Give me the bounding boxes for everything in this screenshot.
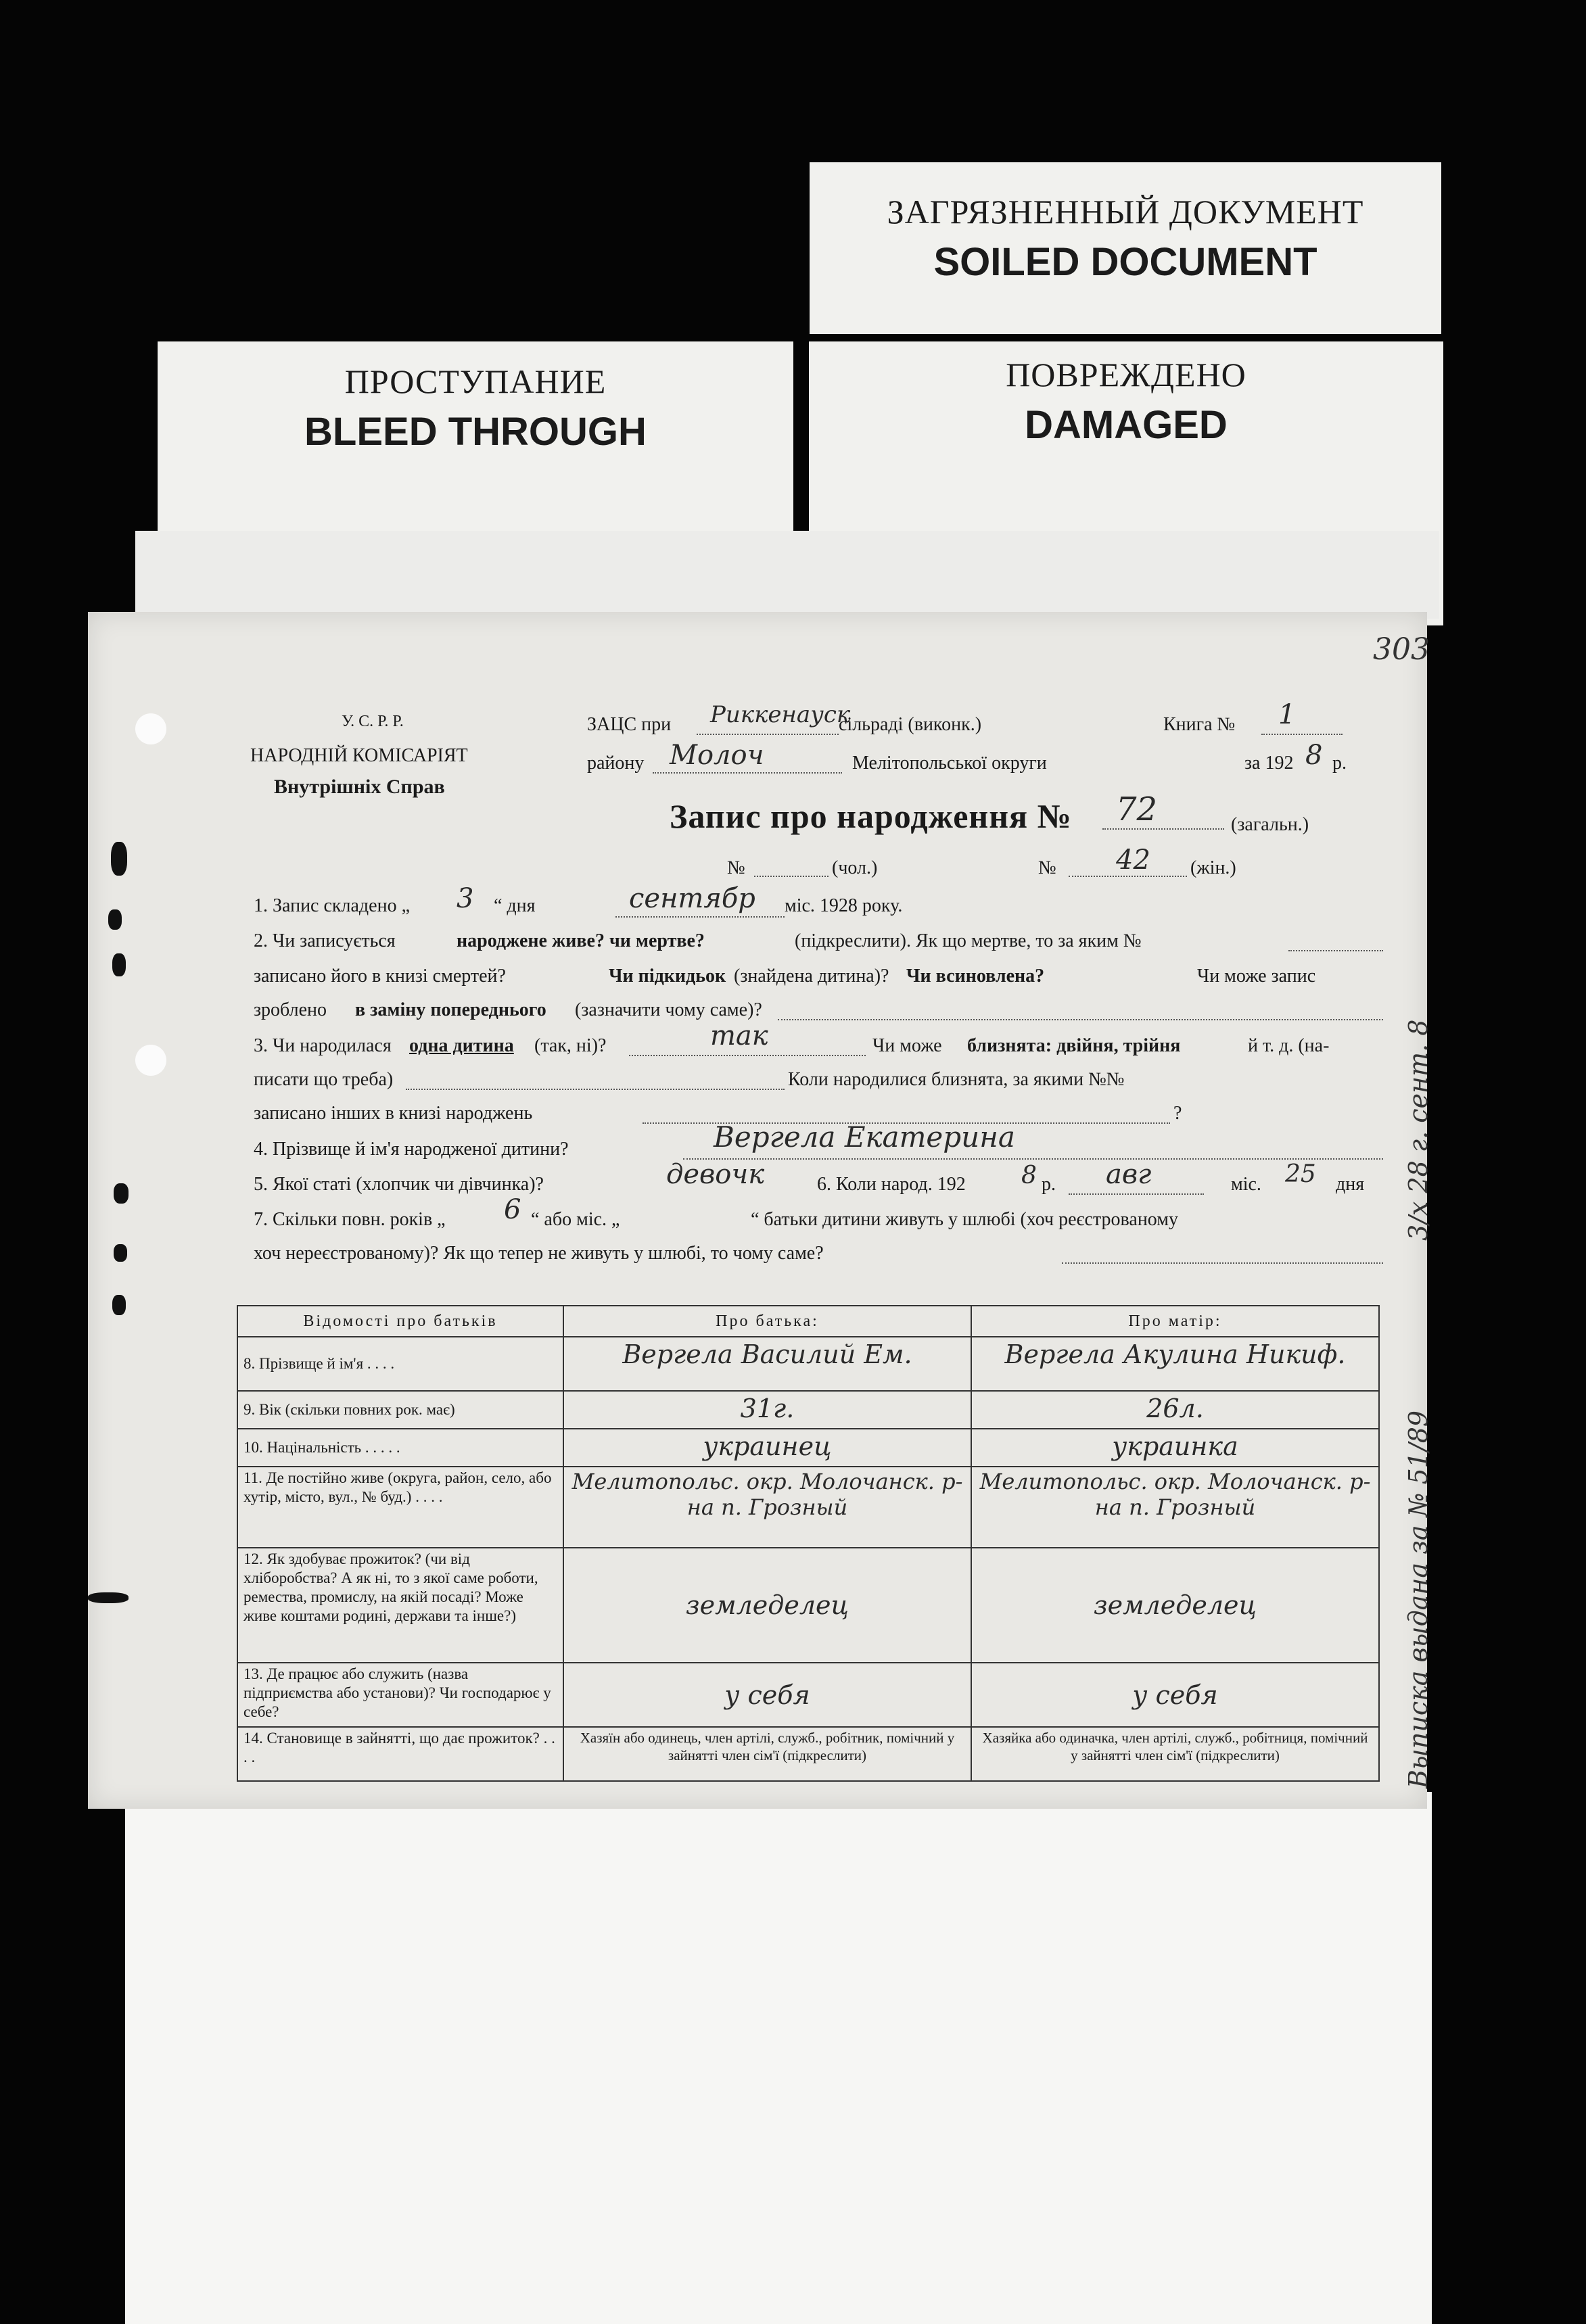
l3-text-d: Чи може — [872, 1035, 942, 1056]
father-age-cell — [563, 1391, 971, 1429]
parents-table — [237, 1305, 1380, 1782]
father-workplace-cell — [563, 1663, 971, 1727]
l2-text-b: народжене живе? чи мертве? — [457, 930, 705, 951]
ink-mark — [114, 1183, 129, 1204]
l5-text-e: дня — [1336, 1174, 1365, 1195]
father-age: 31г. — [740, 1394, 795, 1423]
l2-text-j: в заміну попереднього — [355, 999, 546, 1020]
l3-text-h: Коли народилися близнята, за якими №№ — [788, 1069, 1125, 1090]
damaged-label-en: DAMAGED — [1025, 403, 1228, 447]
col-header-father: Про батька: — [563, 1306, 971, 1337]
l3-text-c: (так, ні)? — [534, 1035, 607, 1056]
l3-text-f: й т. д. (на- — [1248, 1035, 1330, 1056]
l7-text-c: “ батьки дитини живуть у шлюбі (хоч реєстрованому — [751, 1209, 1178, 1230]
table-row — [237, 1663, 1379, 1727]
birth-day-hw: 25 — [1285, 1160, 1316, 1188]
l3-text-g: писати що треба) — [254, 1069, 394, 1090]
mother-nationality-cell — [971, 1429, 1379, 1467]
l1-text-c: міс. 1928 року. — [785, 895, 903, 916]
sex-hw: девочк — [666, 1159, 765, 1190]
l2-text-g: Чи всиновлена? — [906, 966, 1045, 987]
mother-workplace: у себя — [1132, 1680, 1218, 1710]
father-workplace: у себя — [724, 1680, 810, 1710]
margin-note-extract: Выписка выдана за № 51/89 — [1403, 1410, 1433, 1788]
punch-hole — [135, 713, 166, 744]
father-occupation-cell — [563, 1548, 971, 1663]
l3-text-b: одна дитина — [409, 1035, 514, 1056]
l2-text-e: Чи підкидьок — [609, 966, 726, 987]
mother-workplace-cell — [971, 1663, 1379, 1727]
l5-text-a: 5. Якої статі (хлопчик чи дівчинка)? — [254, 1174, 544, 1195]
table-row — [237, 1391, 1379, 1429]
table-row — [237, 1337, 1379, 1391]
l2-text-h: Чи може запис — [1197, 966, 1316, 987]
zags-village-hw: Риккенауск — [710, 701, 851, 728]
father-name: Вергела Василий Ем. — [622, 1339, 912, 1369]
row-label: 10. Націнальність . . . . . — [237, 1429, 563, 1467]
mother-age: 26л. — [1146, 1394, 1204, 1423]
table-row — [237, 1548, 1379, 1663]
l3-text-e: близнята: двійня, трійня — [967, 1035, 1181, 1056]
blank-paper-strip — [135, 531, 1439, 619]
year-digit-hw: 8 — [1305, 740, 1323, 771]
zags-suffix: сільраді (виконк.) — [839, 714, 982, 735]
birth-year-digit-hw: 8 — [1021, 1162, 1037, 1189]
father-residence: Мелитопольс. окр. Молочанск. р-на п. Грозный — [572, 1469, 963, 1520]
mother-occupation-cell — [971, 1548, 1379, 1663]
col-header-mother: Про матір: — [971, 1306, 1379, 1337]
total-label: (загальн.) — [1231, 814, 1309, 835]
l7-text-b: “ або міс. „ — [531, 1209, 620, 1230]
male-no-label: № — [727, 857, 745, 878]
header-internal-affairs: Внутрішніх Справ — [274, 776, 445, 798]
soiled-label-en: SOILED DOCUMENT — [933, 240, 1317, 284]
female-number-hw: 42 — [1116, 845, 1150, 876]
punch-hole — [135, 1045, 166, 1076]
table-row — [237, 1429, 1379, 1467]
l1-text-a: 1. Запис складено „ — [254, 895, 410, 916]
l7-text-d: хоч нереєстрованому)? Як що тепер не живуть у шлюбі, то чому саме? — [254, 1243, 824, 1264]
female-no-label: № — [1038, 857, 1056, 878]
l4-text-a: 4. Прізвище й ім'я народженої дитини? — [254, 1139, 569, 1160]
row-label: 14. Становище в зайнятті, що дає прожиток? . . . . — [237, 1727, 563, 1781]
l3-text-i: записано інших в книзі народжень — [254, 1103, 533, 1124]
married-years-hw: 6 — [504, 1194, 521, 1225]
mother-occupation: земледелец — [1093, 1590, 1257, 1620]
birth-month-hw: авг — [1106, 1159, 1152, 1190]
l2-text-d: записано його в книзі смертей? — [254, 966, 506, 987]
row-label: 13. Де працює або служить (назва підприємства або установи)? Чи господарює у себе? — [237, 1663, 563, 1727]
record-number-hw: 72 — [1116, 790, 1158, 828]
l7-text-a: 7. Скільки повн. років „ — [254, 1209, 446, 1230]
header-ussr: У. С. Р. Р. — [342, 713, 404, 730]
book-number-hw: 1 — [1278, 699, 1296, 730]
ink-mark — [114, 1244, 127, 1262]
l1-day-hw: 3 — [457, 883, 474, 914]
l5-text-d: міс. — [1231, 1174, 1261, 1195]
child-name-hw: Вергела Екатерина — [714, 1120, 1015, 1154]
ink-mark — [108, 909, 122, 930]
year-suffix: р. — [1332, 753, 1347, 774]
bleed-label-ru: ПРОСТУПАНИЕ — [344, 362, 607, 400]
l2-text-i: зроблено — [254, 999, 327, 1020]
row-label: 11. Де постійно живе (округа, район, село, або хутір, місто, вул., № буд.) . . . . — [237, 1467, 563, 1548]
mother-residence: Мелитопольс. окр. Молочанск. р-на п. Грозный — [979, 1469, 1371, 1520]
l2-text-f: (знайдена дитина)? — [734, 966, 889, 987]
header-commissariat: НАРОДНІЙ КОМІСАРІЯТ — [250, 745, 468, 766]
father-status-cell: Хазяїн або одинець, член артілі, служб., робітник, помічний у зайнятті член сім'ї (підкреслити) — [563, 1727, 971, 1781]
page-number: 303 — [1373, 632, 1430, 667]
l5-text-b: 6. Коли народ. 192 — [817, 1174, 966, 1195]
ink-mark — [112, 953, 126, 976]
margin-note-date: 3/х 28 г. сент. 8 — [1403, 1019, 1433, 1241]
father-nationality: украинец — [703, 1431, 832, 1461]
soiled-document-slip — [810, 162, 1441, 334]
father-nationality-cell — [563, 1429, 971, 1467]
father-residence-cell — [563, 1467, 971, 1548]
l1-month-hw: сентябр — [629, 883, 755, 914]
female-suffix: (жін.) — [1190, 857, 1236, 878]
row-label: 8. Прізвище й ім'я . . . . — [237, 1337, 563, 1391]
mother-residence-cell — [971, 1467, 1379, 1548]
district-suffix: Мелітопольської округи — [852, 753, 1047, 774]
record-title: Запис про народження № — [670, 797, 1072, 835]
birth-record-form — [88, 612, 1433, 1809]
lower-blank-sheet — [125, 1792, 1432, 2324]
zags-prefix: ЗАЦС при — [587, 714, 672, 735]
mother-status-cell: Хазяйка або одиначка, член артілі, служб., робітниця, помічний у зайнятті член сім'ї (підкреслити) — [971, 1727, 1379, 1781]
l2-text-a: 2. Чи записується — [254, 930, 396, 951]
father-occupation: земледелец — [685, 1590, 849, 1620]
book-label: Книга № — [1163, 714, 1236, 735]
damaged-label-ru: ПОВРЕЖДЕНО — [1006, 356, 1246, 394]
year-label: за 192 — [1244, 753, 1294, 774]
l5-text-c: р. — [1042, 1174, 1056, 1195]
ink-mark — [112, 1295, 126, 1315]
father-name-cell — [563, 1337, 971, 1391]
table-row — [237, 1727, 1379, 1781]
l1-text-b: “ дня — [494, 895, 536, 916]
ink-mark — [88, 1592, 129, 1603]
table-row — [237, 1467, 1379, 1548]
bleed-label-en: BLEED THROUGH — [304, 410, 647, 454]
row-label: 12. Як здобуває прожиток? (чи від хліборобства? А як ні, то з якої саме роботи, ремества, промислу, на якій посаді? Може живе коштами родині, держави та інше?) — [237, 1548, 563, 1663]
l2-text-k: (зазначити чому саме)? — [575, 999, 762, 1020]
mother-name-cell — [971, 1337, 1379, 1391]
l2-text-c: (підкреслити). Як що мертве, то за яким № — [795, 930, 1142, 951]
table-header-row — [237, 1306, 1379, 1337]
mother-age-cell — [971, 1391, 1379, 1429]
district-hw: Молоч — [670, 740, 764, 771]
mother-name: Вергела Акулина Никиф. — [1004, 1339, 1346, 1369]
row-label: 9. Вік (скільки повних рок. має) — [237, 1391, 563, 1429]
col-header-info: Відомості про батьків — [237, 1306, 563, 1337]
district-prefix: району — [587, 753, 645, 774]
l3-answer-hw: так — [710, 1020, 768, 1051]
male-suffix: (чол.) — [832, 857, 878, 878]
ink-mark — [111, 842, 127, 876]
l3-text-j: ? — [1173, 1103, 1182, 1124]
l3-text-a: 3. Чи народилася — [254, 1035, 392, 1056]
soiled-label-ru: ЗАГРЯЗНЕННЫЙ ДОКУМЕНТ — [887, 193, 1364, 231]
mother-nationality: украинка — [1112, 1431, 1238, 1461]
